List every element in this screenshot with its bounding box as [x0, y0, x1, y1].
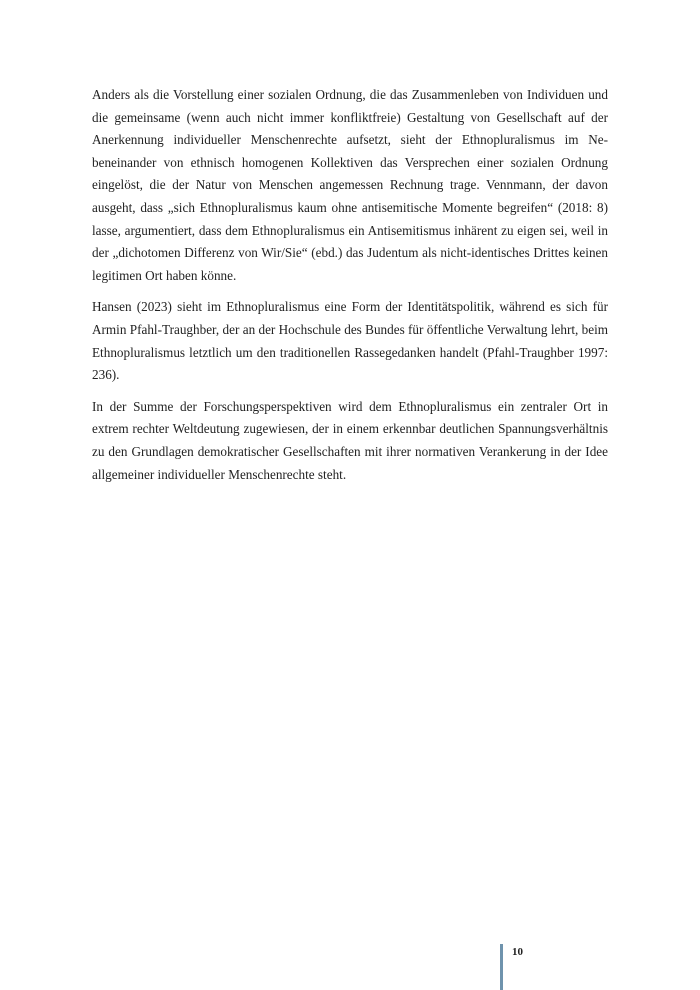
paragraph-identity-politics: Hansen (2023) sieht im Ethnopluralismus eine Form der Identitätspolitik, während es sich für Armin Pfahl-Traughber, der an der Hochschule des Bundes für öffentliche Verwaltung lehrt, beim Ethnopluralismus letztlich um den traditionellen Rassegedanken handelt (Pfahl-Traughber 1997: 236). [92, 299, 608, 383]
paragraph-ethnopluralism-order: Anders als die Vorstellung einer sozialen Ordnung, die das Zusammenleben von Individuen und die gemeinsame (wenn auch nicht immer konfliktfreie) Gestaltung von Gesellschaft auf der Anerkennung individueller Menschenrechte aufsetzt, sieht der Ethnopluralismus im Nebeneinander von ethnisch homogenen Kollektiven das Versprechen einer sozialen Ordnung eingelöst, die der Natur von Menschen angemessen Rechnung trage. Vennmann, der davon ausgeht, dass „sich Ethnopluralismus kaum ohne antisemitische Momente begreifen“ (2018: 8) lasse, argumentiert, dass dem Ethnopluralismus ein Antisemitismus inhärent zu eigen sei, weil in der „dichotomen Differenz von Wir/Sie“ (ebd.) das Judentum als nicht-identisches Drittes keinen legitimen Ort haben könne. [92, 87, 608, 283]
body-text [92, 84, 608, 495]
page-number-rule [500, 944, 503, 990]
page-number: 10 [512, 946, 523, 958]
page-footer [500, 944, 523, 990]
paragraph-research-summary: In der Summe der Forschungsperspektiven wird dem Ethnopluralismus ein zentraler Ort in extrem rechter Weltdeutung zugewiesen, der in einem erkennbar deutlichen Spannungsverhältnis zu den Grundlagen demokratischer Gesellschaften mit ihrer normativen Verankerung in der Idee allgemeiner individueller Menschenrechte steht. [92, 398, 608, 482]
